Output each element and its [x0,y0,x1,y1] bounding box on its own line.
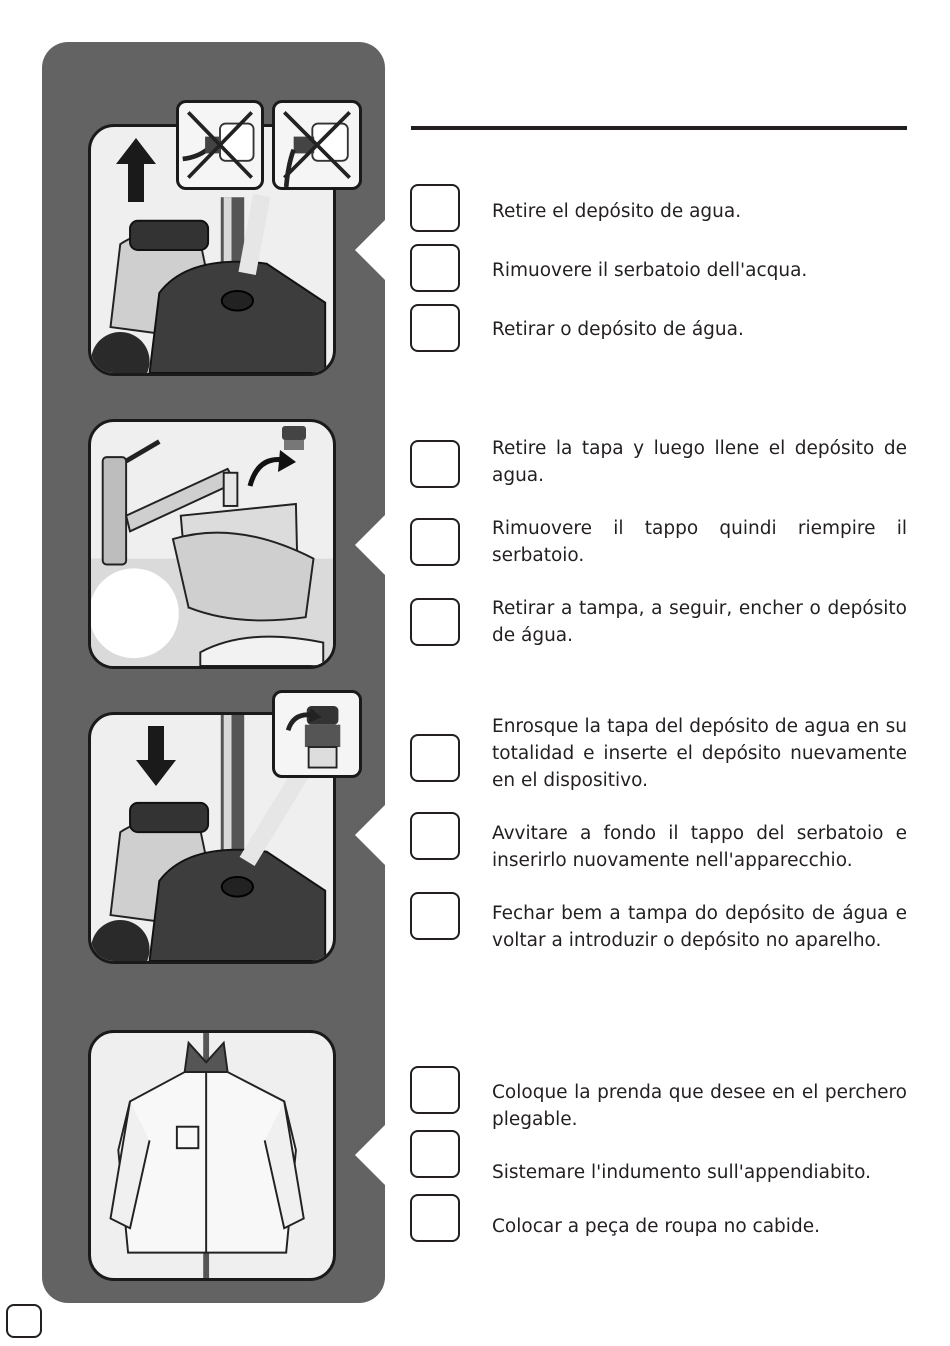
step-3-pt: Fechar bem a tampa do depósito de água e voltar a introduzir o depósito no aparelho. [492,903,907,951]
shirt-on-hanger-icon [200,1040,201,1041]
step-4-es: Coloque la prenda que desee en el perchero plegable. [492,1082,907,1130]
language-box [410,184,460,232]
language-box [410,598,460,646]
step-1-pt: Retirar o depósito de água. [492,319,744,340]
step-2-it: Rimuovere il tappo quindi riempire il serbatoio. [492,518,907,566]
step-2-es: Retire la tapa y luego llene el depósito de agua. [492,438,907,486]
language-box [410,244,460,292]
panel-pointer [355,1125,385,1185]
language-box [410,734,460,782]
panel-pointer [355,515,385,575]
panel-pointer [355,805,385,865]
step-4-it: Sistemare l'indumento sull'appendiabito. [492,1162,872,1183]
step-2-pt: Retirar a tampa, a seguir, encher o depósito de água. [492,598,907,646]
arrow-down-icon [136,726,176,786]
step-4-pt: Colocar a peça de roupa no cabide. [492,1216,820,1237]
panel-pointer [355,220,385,280]
page-number-box [6,1304,42,1338]
cap-screw-icon [272,690,362,778]
language-box [410,518,460,566]
language-box [410,440,460,488]
step-1-es: Retire el depósito de agua. [492,201,742,222]
language-box [410,304,460,352]
cap-remove-arrow-icon [244,422,312,488]
arrow-up-icon [116,138,156,202]
language-box [410,1066,460,1114]
no-plugged-icon [272,100,362,190]
language-box [410,812,460,860]
step-3-es: Enrosque la tapa del depósito de agua en su totalidad e inserte el depósito nuevamente en el dispositivo. [492,716,907,791]
section-rule [411,126,907,130]
language-box [410,892,460,940]
language-box [410,1130,460,1178]
language-box [410,1194,460,1242]
step-3-it: Avvitare a fondo il tappo del serbatoio e inserirlo nuovamente nell'apparecchio. [492,823,907,871]
step-4-illustration [88,1030,336,1281]
no-unplugged-icon [176,100,264,190]
step-1-it: Rimuovere il serbatoio dell'acqua. [492,260,808,281]
